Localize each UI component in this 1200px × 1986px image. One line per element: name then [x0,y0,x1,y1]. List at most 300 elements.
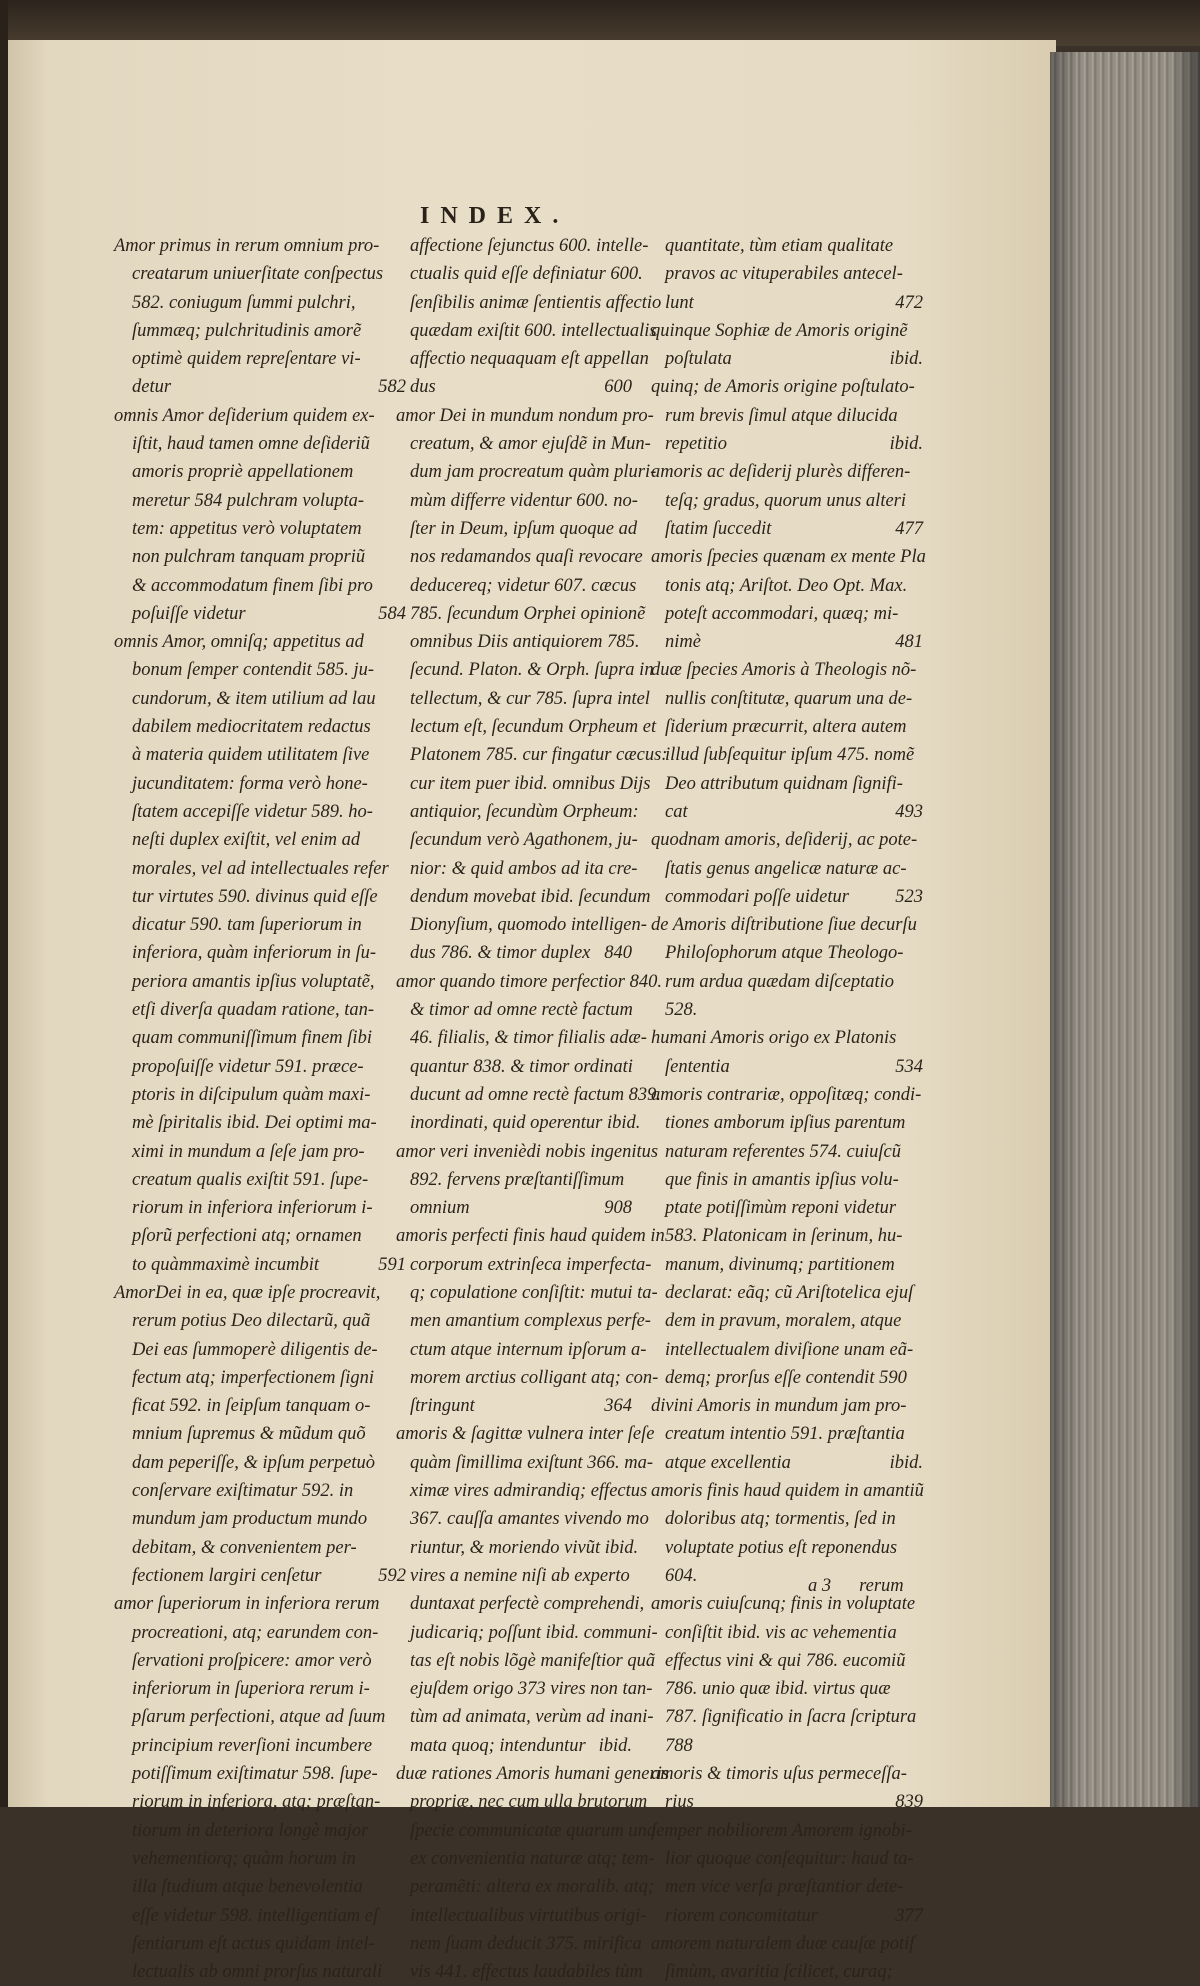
entry-line [651,543,926,571]
index-entry [114,628,406,1279]
entry-line [114,373,406,401]
entry-text: 528. [665,1000,698,1021]
entry-text: lior quoque conſequitur: haud ta- [665,1848,914,1869]
entry-text: ptoris in diſcipulum quàm maxi- [132,1084,371,1105]
index-entry [651,317,923,374]
entry-text: neſti duplex exiſtit, vel enim ad [132,830,361,851]
entry-line [396,1958,643,1986]
index-entry [396,1138,659,1223]
entry-text: demq; prorſus eſſe contendit 590 [665,1367,907,1388]
entry-text: morales, vel ad intellectuales refer [132,858,389,879]
index-entry [396,968,663,1138]
entry-text: rum brevis ſimul atque dilucida [665,405,898,426]
entry-line [651,1534,923,1562]
page-reference: 523 [895,886,923,907]
entry-line [114,1902,406,1930]
entry-text: 788 [665,1735,693,1756]
entry-line [114,430,406,458]
entry-line [651,1505,923,1533]
entry-text: tellectum, & cur 785. ſupra intel [410,688,650,709]
entry-text: conſervare exiſtimatur 592. in [132,1481,354,1502]
entry-line [114,1817,406,1845]
entry-line [114,1364,406,1392]
page-reference: ibid. [889,1452,923,1473]
entry-text: quantur 838. & timor ordinati [410,1056,633,1077]
entry-text: 604. [665,1565,698,1586]
entry-line [114,741,406,769]
entry-line [396,1024,647,1052]
entry-line [114,1590,406,1618]
entry-text: quam communiſſimum finem ſibi [132,1028,372,1049]
entry-text: principium reverſioni incumbere [132,1735,373,1756]
entry-line [651,1845,923,1873]
entry-line [114,628,406,656]
entry-line [114,826,406,854]
entry-text: illa ſtudium atque benevolentia [132,1877,363,1898]
entry-text: rum ardua quædam diſceptatio [665,971,895,992]
entry-line [396,373,632,401]
entry-line [114,1279,406,1307]
entry-line [396,1307,651,1335]
entry-text: conſiſtit ibid. vis ac vehementia [665,1622,897,1643]
entry-line [651,430,923,458]
index-column-2 [396,232,670,1986]
entry-line [114,1138,406,1166]
entry-text: ejuſdem origo 373 vires non tan- [410,1679,653,1700]
entry-line [114,1251,406,1279]
entry-line [114,1053,406,1081]
entry-line [651,911,923,939]
entry-text: 787. ſignificatio in ſacra ſcriptura [665,1707,917,1728]
entry-line [114,939,406,967]
page-reference: 584 [378,603,406,624]
page-title: INDEX. [420,203,570,229]
entry-text: dendum movebat ibid. ſecundum [410,886,651,907]
entry-line [396,1109,641,1137]
entry-text: 892. fervens præſtantiſſimum [410,1169,625,1190]
entry-text: quædam exiſtit 600. intellectualis [410,320,657,341]
entry-text: affectione ſejunctus 600. intelle- [410,236,649,256]
page-reference: ibid. [889,434,923,455]
entry-text: deducereq; videtur 607. cæcus [410,575,637,596]
entry-text: ſpecie communicatæ quarum una [410,1820,657,1841]
index-entry [651,826,923,911]
entry-text: pravos ac vituperabiles antecel- [665,264,903,285]
entry-text: bonum ſemper contendit 585. ju- [132,660,374,681]
entry-text: divini Amoris in mundum jam pro- [651,1396,907,1417]
page-reference: 364 [604,1396,632,1417]
entry-text: repetitio [665,434,727,455]
index-entry [396,232,662,402]
entry-text: vehementiorq; quàm horum in [132,1848,356,1869]
entry-line [396,1081,662,1109]
entry-line [396,968,663,996]
entry-text: Dionyſium, quomodo intelligen- [410,915,647,936]
entry-line [396,855,638,883]
entry-line [396,1166,632,1194]
entry-text: rerum potius Deo dilectarũ, quã [132,1311,371,1332]
entry-line [114,1194,406,1222]
entry-line [651,770,923,798]
entry-text: debitam, & convenientem per- [132,1537,357,1558]
entry-line [396,1477,648,1505]
page-reference: 840 [604,943,632,964]
entry-line [396,1364,659,1392]
entry-line [114,996,406,1024]
entry-line [651,232,923,260]
entry-line [114,232,406,260]
entry-text: quàm ſimillima exiſtunt 366. ma- [410,1452,654,1473]
entry-line [114,770,406,798]
entry-line [651,1081,923,1109]
entry-line [651,685,923,713]
entry-text: nem ſuam deducit 375. mirifica [410,1933,642,1954]
entry-line [114,1477,406,1505]
entry-text: ſecundum verò Agathonem, ju- [410,830,638,851]
entry-line [114,1222,406,1250]
entry-text: voluptate potius eſt reponendus [665,1537,898,1558]
index-column-1 [114,232,406,1986]
entry-line [651,1364,923,1392]
entry-line [651,1392,923,1420]
index-entry [651,656,923,826]
entry-line [651,1788,923,1816]
entry-line [396,1505,649,1533]
page-reference: 477 [895,518,923,539]
entry-line [396,685,650,713]
entry-line [396,1279,658,1307]
entry-text: amoris & timoris uſus permeceſſa- [651,1764,907,1785]
entry-text: amoris contrariæ, oppoſitæq; condi- [651,1084,922,1105]
entry-text: nos redamandos quaſi revocare [410,547,643,568]
entry-line [396,713,657,741]
entry-text: vires a nemine niſi ab experto [410,1565,630,1586]
entry-text: tas eſt nobis lõgè manifeſtior quã [410,1650,656,1671]
entry-line [114,600,406,628]
entry-text: fectionem largiri cenſetur [132,1565,322,1586]
entry-text: amor veri invenièdi nobis ingenitus [396,1141,659,1162]
entry-text: ſtatim ſuccedit [665,518,772,539]
entry-line [651,1817,923,1845]
entry-text: dam peperiſſe, & ipſum perpetuò [132,1452,376,1473]
entry-text: 785. ſecundum Orphei opinionẽ [410,603,646,624]
entry-line [396,1760,670,1788]
entry-line [651,713,923,741]
entry-line [651,968,923,996]
entry-line [396,1534,639,1562]
entry-line [651,515,923,543]
index-entry [396,1420,658,1760]
entry-text: ſecund. Platon. & Orph. ſupra in [410,660,654,681]
entry-line [114,572,406,600]
entry-text: q; copulatione conſiſtit: mutui ta- [410,1282,658,1303]
entry-line [396,1675,653,1703]
entry-line [396,1138,659,1166]
entry-line [114,1081,406,1109]
entry-line [651,600,923,628]
entry-text: ficat 592. in ſeipſum tanquam o- [132,1396,371,1417]
entry-text: 786. unio quæ ibid. virtus quæ [665,1679,891,1700]
entry-text: lunt [665,292,694,313]
entry-line [396,1732,632,1760]
entry-text: optimè quidem repreſentare vi- [132,349,361,370]
entry-text: mè ſpiritalis ibid. Dei optimi ma- [132,1113,377,1134]
index-entry [651,1392,923,1477]
entry-text: mata quoq; intenduntur [410,1735,586,1756]
entry-line [396,1930,642,1958]
entry-line [396,430,651,458]
entry-line [396,1420,655,1448]
entry-line [114,345,406,373]
entry-text: de Amoris diſtributione ſiue decurſu [651,915,917,936]
entry-text: Amor primus in rerum omnium pro- [114,236,380,256]
entry-text: omnis Amor, omniſq; appetitus ad [114,632,364,653]
page-reference: 908 [604,1198,632,1219]
entry-line [651,1930,923,1958]
entry-line [651,1138,923,1166]
entry-text: ctualis quid eſſe definiatur 600. [410,264,643,285]
entry-line [651,1420,923,1448]
entry-line [651,1703,923,1731]
entry-line [651,1760,923,1788]
entry-text: ſemper nobiliorem Amorem ignobi- [651,1820,912,1841]
entry-text: omnium [410,1198,470,1219]
entry-line [114,883,406,911]
entry-line [114,1619,406,1647]
entry-text: intellectualem diviſione unam eã- [665,1339,914,1360]
entry-line [114,911,406,939]
entry-text: amoris finis haud quidem in amantiũ [651,1481,924,1502]
entry-line [651,1194,923,1222]
entry-line [651,1336,923,1364]
signature: a 3 [808,1576,832,1596]
entry-text: amoris perfecti finis haud quidem in [396,1226,665,1247]
entry-line [114,1166,406,1194]
entry-line [396,572,637,600]
entry-line [396,458,657,486]
entry-line [114,317,406,345]
entry-text: dus 786. & timor duplex [410,943,591,964]
entry-line [651,260,923,288]
entry-line [114,855,406,883]
entry-line [396,1873,655,1901]
entry-line [396,911,647,939]
entry-text: iſtit, haud tamen omne deſideriũ [132,434,370,455]
index-entry [651,1930,923,1986]
entry-line [651,458,923,486]
entry-text: ſervationi proſpicere: amor verò [132,1650,372,1671]
catchword: rerum [859,1576,904,1596]
entry-text: duæ rationes Amoris humani generis [396,1764,670,1785]
index-entry [651,1590,923,1760]
entry-text: jucunditatem: forma verò hone- [132,773,368,794]
entry-text: 367. cauſſa amantes vivendo mo [410,1509,649,1530]
entry-text: dem in pravum, moralem, atque [665,1311,902,1332]
entry-line [396,232,649,260]
entry-text: inferiora, quàm inferiorum in ſu- [132,943,377,964]
entry-text: amoris propriè appellationem [132,462,354,483]
entry-text: creatum, & amor ejuſdẽ in Mun- [410,434,651,455]
entry-line [114,1675,406,1703]
entry-line [651,345,923,373]
entry-text: quantitate, tùm etiam qualitate [665,236,894,256]
entry-text: propoſuiſſe videtur 591. præce- [132,1056,364,1077]
page-reference: 493 [895,801,923,822]
entry-text: meretur 584 pulchram volupta- [132,490,365,511]
entry-line [651,373,923,401]
page-reference: 534 [895,1056,923,1077]
entry-text: dus [410,377,436,398]
entry-text: omnis Amor deſiderium quidem ex- [114,405,375,426]
entry-line [396,656,654,684]
entry-text: Philoſophorum atque Theologo- [665,943,904,964]
page-reference: ibid. [598,1735,632,1756]
entry-line [396,487,638,515]
entry-line [651,1732,923,1760]
entry-line [396,1590,645,1618]
entry-line [651,996,923,1024]
index-entry [651,911,923,1024]
entry-line [651,628,923,656]
entry-line [114,798,406,826]
entry-line [114,685,406,713]
entry-line [396,1817,657,1845]
entry-line [651,1307,923,1335]
entry-line [651,1109,923,1137]
entry-line [651,883,923,911]
entry-text: creatarum uniuerſitate conſpectus [132,264,384,285]
entry-line [396,1902,647,1930]
entry-line [114,1732,406,1760]
index-entry [651,373,923,458]
entry-text: fectum atq; imperfectionem ſigni [132,1367,374,1388]
entry-line [396,741,668,769]
entry-line [651,317,923,345]
entry-text: amorem naturalem duæ cauſæ potiſ [651,1933,915,1954]
entry-line [396,996,632,1024]
entry-text: amoris ac deſiderij plurès differen- [651,462,911,483]
entry-line [651,826,923,854]
page-reference: 591 [378,1254,406,1275]
entry-text: quodnam amoris, deſiderij, ac pote- [651,830,918,851]
entry-line [396,402,654,430]
entry-text: amor ſuperiorum in inferiora rerum [114,1594,380,1615]
entry-line [651,1958,923,1986]
entry-line [114,968,406,996]
entry-line [396,1449,654,1477]
index-entry [651,1817,923,1930]
entry-text: rius [665,1792,694,1813]
entry-text: mnium ſupremus & mũdum quõ [132,1424,366,1445]
entry-line [114,260,406,288]
entry-line [114,487,406,515]
entry-text: intellectualibus virtutibus origi- [410,1905,647,1926]
entry-text: commodari poſſe uidetur [665,886,849,907]
entry-text: duæ ſpecies Amoris à Theologis nõ- [651,660,917,681]
signature-mark [808,1576,904,1597]
index-entry [396,1222,665,1420]
index-entry [396,1760,670,1986]
entry-text: etſi diverſa quadam ratione, tan- [132,1000,375,1021]
entry-text: poſuiſſe videtur [132,603,246,624]
entry-text: ſtringunt [410,1396,475,1417]
entry-line [651,487,923,515]
index-entry [114,1279,406,1590]
entry-text: dum jam procreatum quàm pluri- [410,462,657,483]
entry-text: cur item puer ibid. omnibus Dijs [410,773,651,794]
entry-line [114,515,406,543]
entry-line [651,1619,923,1647]
index-column-3 [651,232,926,1986]
entry-text: effectus vini & qui 786. eucomiũ [665,1650,906,1671]
entry-text: cat [665,801,688,822]
entry-line [396,1845,655,1873]
entry-line [114,1392,406,1420]
entry-text: ximi in mundum a ſeſe jam pro- [132,1141,365,1162]
entry-text: 582. coniugum ſummi pulchri, [132,292,356,313]
entry-text: creatum qualis exiſtit 591. ſupe- [132,1169,369,1190]
entry-line [651,1279,923,1307]
index-entry [651,1024,923,1081]
entry-text: amoris ſpecies quænam ex mente Pla [651,547,926,568]
entry-text: Platonem 785. cur fingatur cæcus: [410,745,668,766]
entry-line [396,289,662,317]
page-reference: 377 [895,1905,923,1926]
entry-text: vis 441. effectus laudabiles tùm [410,1962,643,1983]
entry-line [396,1336,647,1364]
entry-text: ptate potiſſimùm reponi videtur [665,1198,897,1219]
entry-text: duntaxat perfectè comprehendi, [410,1594,645,1615]
entry-text: corporum extrinſeca imperfecta- [410,1254,652,1275]
entry-text: non pulchram tanquam propriũ [132,547,366,568]
entry-line [396,826,638,854]
entry-text: procreationi, atq; earundem con- [132,1622,379,1643]
entry-line [114,1760,406,1788]
entry-line [396,600,646,628]
entry-text: inferiorum in ſuperiora rerum i- [132,1679,370,1700]
entry-text: Dei eas ſummoperè diligentis de- [132,1339,378,1360]
entry-line [396,628,640,656]
entry-line [651,1053,923,1081]
entry-text: lectum eſt, ſecundum Orpheum et [410,717,657,738]
entry-text: tem: appetitus verò voluptatem [132,518,362,539]
entry-text: ſentiarum eſt actus quidam intel- [132,1933,375,1954]
entry-text: to quàmmaximè incumbit [132,1254,320,1275]
entry-text: riorum in inferiora inferiorum i- [132,1198,373,1219]
entry-line [114,1873,406,1901]
index-entry [651,543,926,656]
entry-line [651,1449,923,1477]
entry-text: & timor ad omne rectè factum [410,1000,633,1021]
entry-line [651,1675,923,1703]
entry-text: 46. filialis, & timor filialis adæ- [410,1028,647,1049]
entry-line [114,1845,406,1873]
entry-text: atque excellentia [665,1452,791,1473]
entry-line [114,1958,406,1986]
entry-text: poſtulata [665,349,732,370]
entry-text: antiquior, ſecundùm Orpheum: [410,801,639,822]
entry-line [114,1930,406,1958]
entry-text: creatum intentio 591. præſtantia [665,1424,905,1445]
entry-text: ſententia [665,1056,730,1077]
entry-line [114,1505,406,1533]
page-reference: 481 [895,632,923,653]
entry-text: mundum jam productum mundo [132,1509,368,1530]
entry-text: ex convenientia naturæ atq; tem- [410,1848,655,1869]
entry-text: tùm ad animata, verùm ad inani- [410,1707,654,1728]
entry-line [651,1873,923,1901]
entry-text: riuntur, & moriendo vivũt ibid. [410,1537,639,1558]
